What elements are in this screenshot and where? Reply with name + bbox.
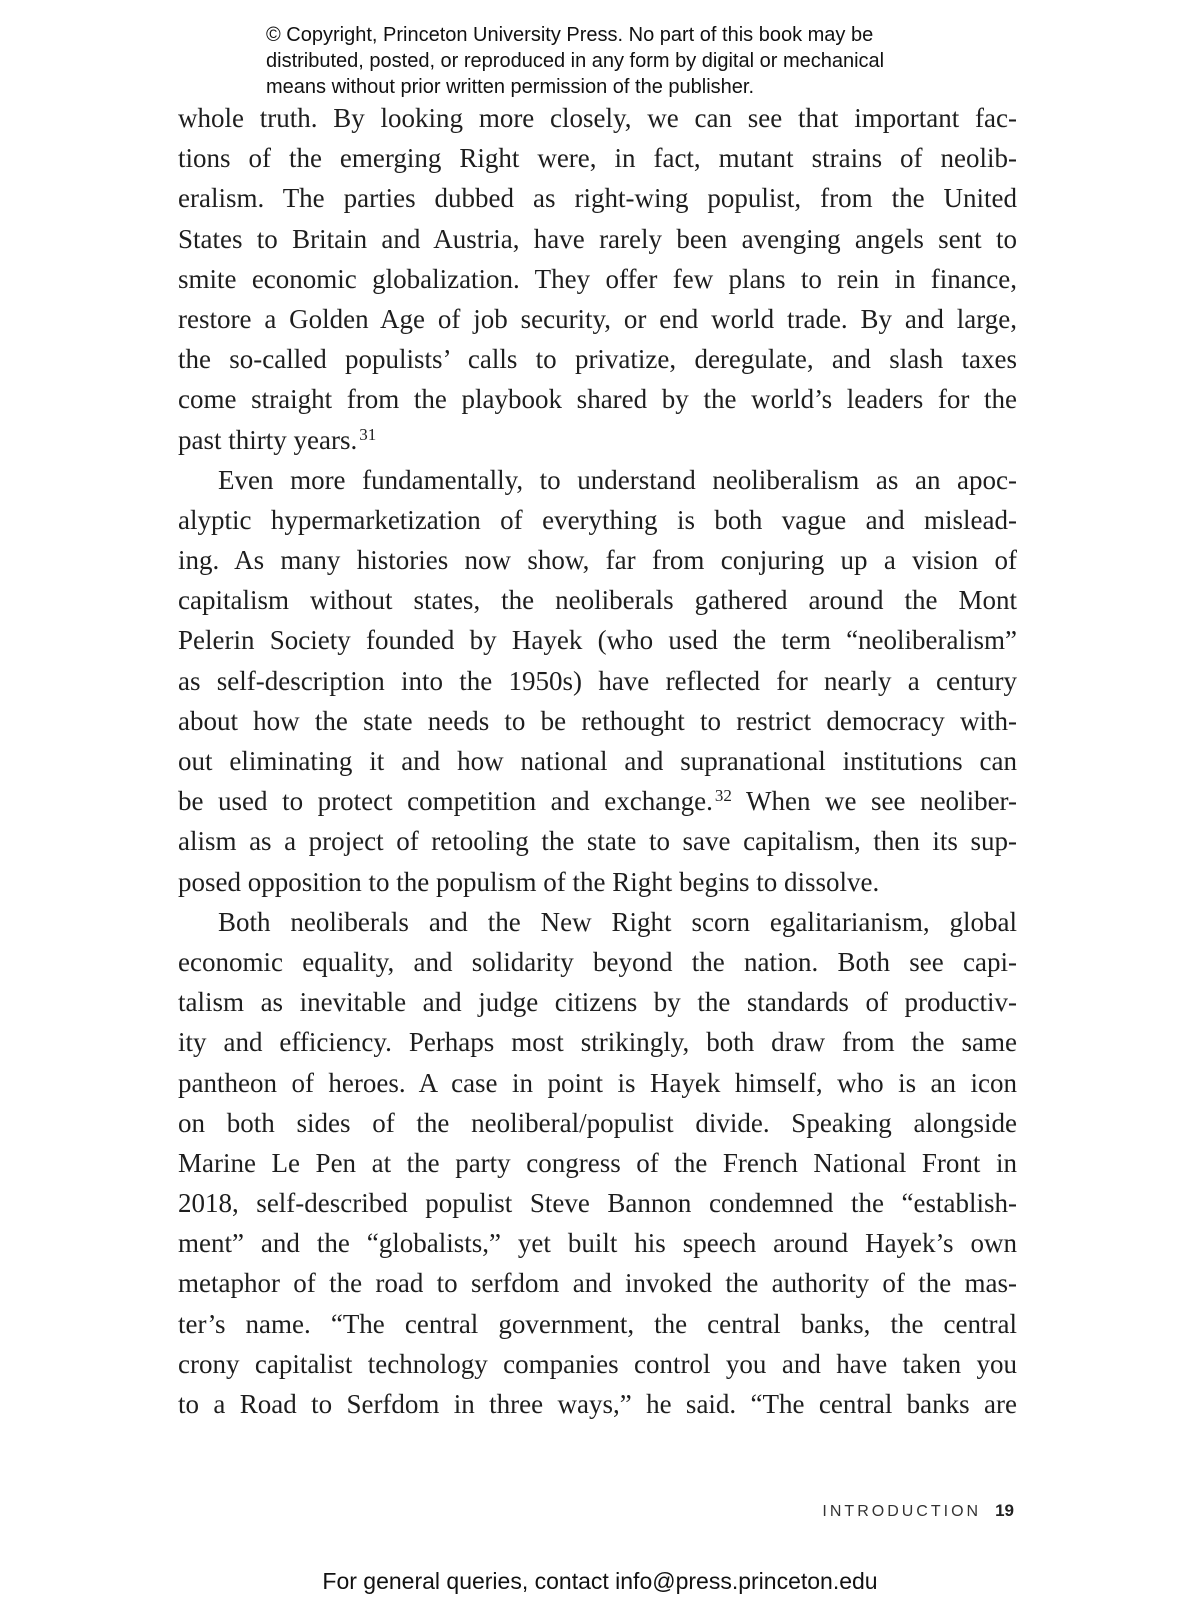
text-line: alyptic hypermarketization of everything is both vague and mislead-	[178, 504, 1017, 535]
page-number: 19	[995, 1501, 1014, 1520]
text-line: on both sides of the neoliberal/populist divide. Speaking alongside	[178, 1107, 1017, 1138]
text-line: Even more fundamentally, to understand neoliberalism as an apoc-	[218, 464, 1017, 495]
text-line: posed opposition to the populism of the Right begins to dissolve.	[178, 866, 880, 897]
page-body	[178, 98, 1017, 1424]
text-line: eralism. The parties dubbed as right-wing populist, from the United	[178, 183, 1017, 214]
text-line: talism as inevitable and judge citizens by the standards of productiv-	[178, 987, 1017, 1018]
text-line: about how the state needs to be rethought to restrict democracy with-	[178, 705, 1017, 736]
text-line: whole truth. By looking more closely, we can see that important fac-	[178, 103, 1017, 133]
text-line: capitalism without states, the neoliberals gathered around the Mont	[178, 585, 1017, 616]
text-line: 2018, self-described populist Steve Bannon condemned the “establish-	[178, 1188, 1017, 1219]
text-line: pantheon of heroes. A case in point is Hayek himself, who is an icon	[178, 1067, 1017, 1098]
text-line: the so-called populists’ calls to privatize, deregulate, and slash taxes	[178, 344, 1017, 375]
text-line: restore a Golden Age of job security, or end world trade. By and large,	[178, 303, 1017, 334]
copyright-line: © Copyright, Princeton University Press. No part of this book may be	[266, 24, 874, 46]
text-line: ing. As many histories now show, far from conjuring up a vision of	[178, 545, 1017, 576]
text-line: ity and efficiency. Perhaps most strikingly, both draw from the same	[178, 1027, 1017, 1058]
text-line	[178, 420, 1017, 460]
text-line: economic equality, and solidarity beyond the nation. Both see capi-	[178, 946, 1017, 977]
text-line: ment” and the “globalists,” yet built his speech around Hayek’s own	[178, 1228, 1017, 1259]
text-line: States to Britain and Austria, have rarely been avenging angels sent to	[178, 223, 1017, 254]
text-segment: past thirty years.	[178, 424, 358, 455]
text-line: to a Road to Serfdom in three ways,” he said. “The central banks are	[178, 1389, 1017, 1419]
text-line: ter’s name. “The central government, the central banks, the central	[178, 1308, 1017, 1339]
text-line: alism as a project of retooling the state to save capitalism, then its sup-	[178, 826, 1017, 857]
copyright-notice	[266, 22, 986, 100]
text-line: as self-description into the 1950s) have reflected for nearly a century	[178, 665, 1017, 696]
copyright-line: means without prior written permission of the publisher.	[266, 76, 755, 98]
running-head: INTRODUCTION	[822, 1503, 982, 1520]
running-footer	[822, 1501, 1014, 1521]
text-segment: When we see neoliber-	[731, 786, 1017, 817]
text-line: come straight from the playbook shared by the world’s leaders for the	[178, 384, 1017, 415]
text-line: crony capitalist technology companies control you and have taken you	[178, 1348, 1017, 1379]
contact-line: For general queries, contact info@press.princeton.edu	[322, 1568, 878, 1594]
text-line: out eliminating it and how national and supranational institutions can	[178, 746, 1017, 776]
text-line: tions of the emerging Right were, in fact, mutant strains of neolib-	[178, 143, 1017, 174]
footnote-ref-32: 32	[714, 786, 732, 806]
text-line: Marine Le Pen at the party congress of the French National Front in	[178, 1147, 1017, 1178]
text-line: smite economic globalization. They offer few plans to rein in finance,	[178, 263, 1017, 294]
text-line	[178, 781, 1017, 821]
text-segment: be used to protect competition and exchange.	[178, 786, 713, 817]
text-line: Both neoliberals and the New Right scorn egalitarianism, global	[218, 906, 1017, 937]
text-line: metaphor of the road to serfdom and invoked the authority of the mas-	[178, 1268, 1017, 1299]
text-line: Pelerin Society founded by Hayek (who used the term “neoliberalism”	[178, 625, 1017, 656]
copyright-line: distributed, posted, or reproduced in any form by digital or mechanical	[266, 50, 885, 72]
footnote-ref-31: 31	[359, 424, 377, 444]
